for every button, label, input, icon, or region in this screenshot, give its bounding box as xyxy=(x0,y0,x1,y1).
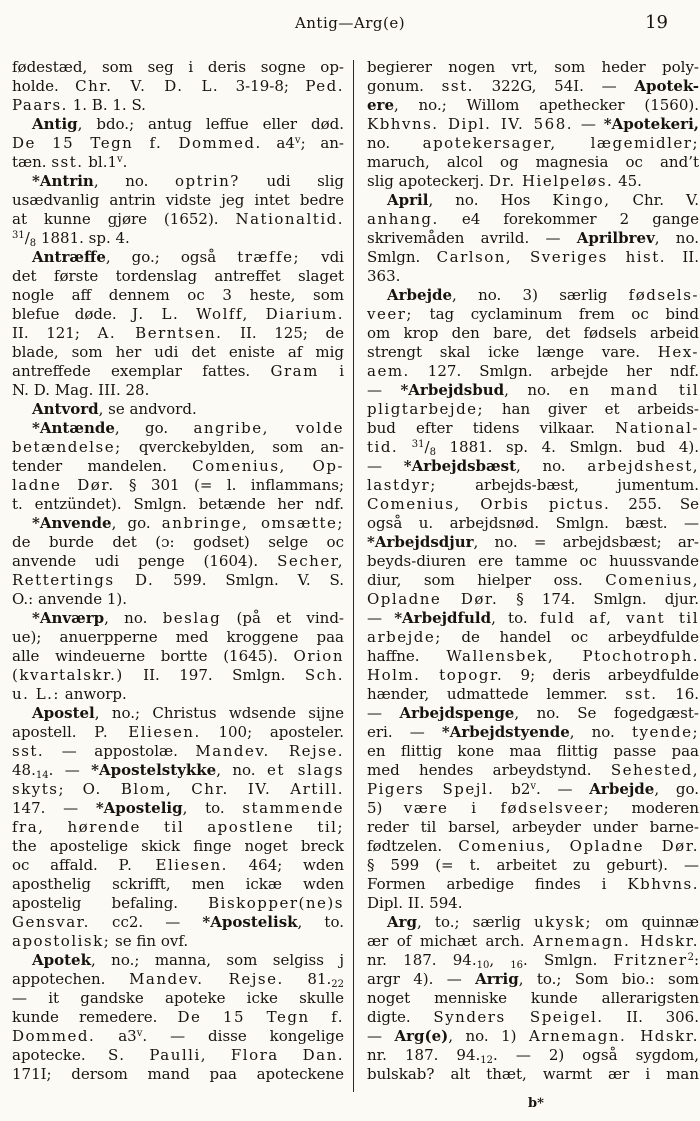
text-line: Gensvar. cc2. — *Apostelisk, to. xyxy=(12,913,344,931)
text-line: bud efter tidens vilkaar. National- xyxy=(367,419,699,437)
text-line: at kunne gjøre (1652). Nationaltid. xyxy=(12,210,344,228)
text-line: Antig, bdo.; antug leffue eller død. xyxy=(32,115,344,133)
text-line: (kvartalskr.) II. 197. Smlgn. Sch. xyxy=(12,666,344,684)
text-line: Dommed. a3$^v$. — disse kongelige xyxy=(12,1027,345,1045)
text-line: apostell. P. Eliesen. 100; aposteler. xyxy=(12,723,344,741)
text-column-right xyxy=(358,58,699,1092)
text-line: *Anværp, no. beslag (på et vind- xyxy=(32,609,345,627)
text-line: II. 121; A. Berntsen. II. 125; de xyxy=(12,324,344,342)
text-line: Antvord, se andvord. xyxy=(32,400,197,418)
text-line: u. L.: anworp. xyxy=(12,685,127,703)
text-line: the apostelige skick finge noget breck xyxy=(12,837,344,855)
text-line: anvende udi penge (1604). Secher, xyxy=(12,552,344,570)
text-line: Kbhvns. Dipl. IV. 568. — *Apotekeri, xyxy=(367,115,699,133)
text-line: ue); anuerpperne med kroggene paa xyxy=(12,628,344,646)
text-line: aposthelig sckrifft, men ickæ wden xyxy=(12,875,344,893)
text-line: fødestæd, som seg i deris sogne op- xyxy=(12,58,344,76)
text-line: ladne Dør. § 301 (= l. inflammans; xyxy=(12,476,344,494)
text-line: fra, hørende til apostlene til; xyxy=(12,818,344,836)
text-line: holde. Chr. V. D. L. 3-19-8; Ped. xyxy=(12,77,344,95)
text-line: *Anvende, go. anbringe, omsætte; xyxy=(32,514,344,532)
text-line: haffne. Wallensbek, Ptochotroph. xyxy=(367,647,699,665)
text-line: nr. 187. $94._{10}$, $_{16}$. Smlgn. Fritzner$^2$: xyxy=(367,951,699,971)
running-head: Antig—Arg(e) xyxy=(294,14,406,32)
text-line: Apostel, no.; Christus wdsende sijne xyxy=(32,704,344,722)
text-line: April, no. Hos Kingo, Chr. V. xyxy=(387,191,699,209)
text-line: — it gandske apoteke icke skulle xyxy=(12,989,344,1007)
text-line: reder til barsel, arbeyder under barne- xyxy=(367,818,699,836)
text-line: tender mandelen. Comenius, Op- xyxy=(12,457,344,475)
text-line: begierer nogen vrt, som heder poly- xyxy=(367,58,699,76)
text-line: $^{31}/_8$ 1881. sp. 4. xyxy=(12,229,130,249)
text-line: *Arbejdsdjur, no. = arbejdsbæst; ar- xyxy=(367,533,699,551)
text-line: — *Arbejdfuld, to. fuld af, vant til xyxy=(367,609,699,627)
text-line: no. apotekersager, lægemidler; xyxy=(367,134,699,152)
text-line: gonum. sst. 322G, 54I. — Apotek- xyxy=(367,77,699,95)
text-line: bulskab? alt thæt, warmt ær i man xyxy=(367,1065,699,1083)
text-line: $48._{14}$. — *Apostelstykke, no. et slags xyxy=(12,761,344,781)
text-line: Rettertings D. 599. Smlgn. V. S. xyxy=(12,571,344,589)
text-line: hænder, udmattede lemmer. sst. 16. xyxy=(367,685,700,703)
text-line: blade, som her udi det eniste af mig xyxy=(12,343,344,361)
text-line: apostelig befaling. Biskopper(ne)s xyxy=(12,894,344,912)
text-line: Paars. 1. B. 1. S. xyxy=(12,96,146,114)
text-line: t. entzündet). Smlgn. betænde her ndf. xyxy=(12,495,344,513)
text-line: skrivemåden avrild. — Aprilbrev, no. xyxy=(367,229,699,247)
text-line: slig apoteckerj. Dr. Hielpeløs. 45. xyxy=(367,172,642,190)
text-line: *Antænde, go. angribe, volde xyxy=(32,419,344,437)
text-line: lastdyr; arbejds-bæst, jumentum. xyxy=(367,476,699,494)
text-line: Holm. topogr. 9; deris arbeydfulde xyxy=(367,666,699,684)
text-line: N. D. Mag. III. 28. xyxy=(12,381,150,399)
text-column-left xyxy=(12,58,344,1092)
text-line: 147. — *Apostelig, to. stammende xyxy=(12,799,344,817)
text-line: nogle aff dennem oc 3 heste, som xyxy=(12,286,344,304)
text-line: nr. 187. $94._{12}$. — 2) også sygdom, xyxy=(367,1046,699,1066)
text-line: kunde remedere. De 15 Tegn f. xyxy=(12,1008,344,1026)
text-line: det første tordenslag antreffet slaget xyxy=(12,267,344,285)
text-line: en flittig kone maa flittig passe paa xyxy=(367,742,699,760)
text-line: alle windeuerne bortte (1645). Orion xyxy=(12,647,344,665)
text-line: apostolisk; se fin ovf. xyxy=(12,932,189,950)
text-line: fødtzelen. Comenius, Opladne Dør. xyxy=(367,837,699,855)
text-line: Pigers Spejl. b2$^v$. — Arbejde, go. xyxy=(367,780,699,798)
text-line: — Arg(e), no. 1) Arnemagn. Hdskr. xyxy=(367,1027,699,1045)
text-line: appotechen. Mandev. Rejse. $81._{22}$ xyxy=(12,970,344,990)
text-line: O.: anvende 1). xyxy=(12,590,128,608)
text-line: om krop den bare, det fødsels arbeid xyxy=(367,324,699,342)
text-line: Arg, to.; særlig ukysk; om quinnæ xyxy=(387,913,699,931)
text-line: Comenius, Orbis pictus. 255. Se xyxy=(367,495,699,513)
text-line: — *Arbejdsbæst, no. arbejdshest, xyxy=(367,457,699,475)
text-line: ere, no.; Willom apethecker (1560). xyxy=(367,96,699,114)
text-line: pligtarbejde; han giver et arbeids- xyxy=(367,400,699,418)
text-line: argr 4). — Arrig, to.; Som bio.: som xyxy=(367,970,699,988)
text-line: tæn. sst. bl.1$^v$. xyxy=(12,153,128,171)
text-line: — Arbejdspenge, no. Se fogedgæst- xyxy=(367,704,699,722)
text-line: diur, som hielper oss. Comenius, xyxy=(367,571,699,589)
page-number: 19 xyxy=(645,12,668,33)
text-line: Apotek, no.; manna, som selgiss j xyxy=(32,951,344,969)
text-line: oc affald. P. Eliesen. 464; wden xyxy=(12,856,344,874)
text-line: 363. xyxy=(367,267,401,285)
text-line: 171I; dersom mand paa apoteckene xyxy=(12,1065,344,1083)
text-line: De 15 Tegn f. Dommed. a4$^v$; an- xyxy=(12,134,344,152)
text-line: § 599 (= t. arbeitet zu geburt). — xyxy=(367,856,699,874)
text-line: eri. — *Arbejdstyende, no. tyende; xyxy=(367,723,700,741)
text-line: Dipl. II. 594. xyxy=(367,894,463,912)
column-divider-rule xyxy=(353,60,354,1092)
text-line: sst. — appostolæ. Mandev. Rejse. xyxy=(12,742,345,760)
text-line: maruch, alcol og magnesia oc and’t xyxy=(367,153,699,171)
text-columns xyxy=(12,58,699,1092)
text-line: antreffede exemplar fattes. Gram i xyxy=(12,362,344,380)
text-line: betændelse; qverckebylden, som an- xyxy=(12,438,344,456)
text-line: veer; tag cyclaminum frem oc bind xyxy=(367,305,699,323)
text-line: noget menniske kunde allerarigsten xyxy=(367,989,699,1007)
text-line: Arbejde, no. 3) særlig fødsels- xyxy=(387,286,699,304)
text-line: skyts; O. Blom, Chr. IV. Artill. xyxy=(12,780,344,798)
text-line: med hendes arbeydstynd. Sehested, xyxy=(367,761,699,779)
text-line: aem. 127. Smlgn. arbejde her ndf. xyxy=(367,362,699,380)
text-line: — *Arbejdsbud, no. en mand til xyxy=(367,381,699,399)
text-line: anhang. e4 forekommer 2 gange xyxy=(367,210,699,228)
text-line: tid. $^{31}/_8$ 1881. sp. 4. Smlgn. bud 4). xyxy=(367,438,699,458)
signature-mark: b* xyxy=(528,1096,544,1111)
text-line: Formen arbedige findes i Kbhvns. xyxy=(367,875,699,893)
text-line: strengt skal icke længe vare. Hex- xyxy=(367,343,699,361)
text-line: arbejde; de handel oc arbeydfulde xyxy=(367,628,699,646)
text-line: også u. arbejdsnød. Smlgn. bæst. — xyxy=(367,514,699,532)
text-line: Smlgn. Carlson, Sveriges hist. II. xyxy=(367,248,699,266)
text-line: Antræffe, go.; også træffe; vdi xyxy=(32,248,344,266)
text-line: beyds-diuren ere tamme oc huussvande xyxy=(367,552,699,570)
text-line: blefue døde. J. L. Wolff, Diarium. xyxy=(12,305,344,323)
text-line: Opladne Dør. § 174. Smlgn. djur. xyxy=(367,590,699,608)
text-line: ær of michæt arch. Arnemagn. Hdskr. xyxy=(367,932,699,950)
text-line: usædvanlig antrin vidste jeg intet bedre xyxy=(12,191,344,209)
text-line: *Antrin, no. optrin? udi slig xyxy=(32,172,344,190)
text-line: apotecke. S. Paulli, Flora Dan. xyxy=(12,1046,344,1064)
text-line: 5) være i fødselsveer; moderen xyxy=(367,799,699,817)
text-line: de burde det (ɔ: godset) selge oc xyxy=(12,533,344,551)
text-line: digte. Synders Speigel. II. 306. xyxy=(367,1008,699,1026)
